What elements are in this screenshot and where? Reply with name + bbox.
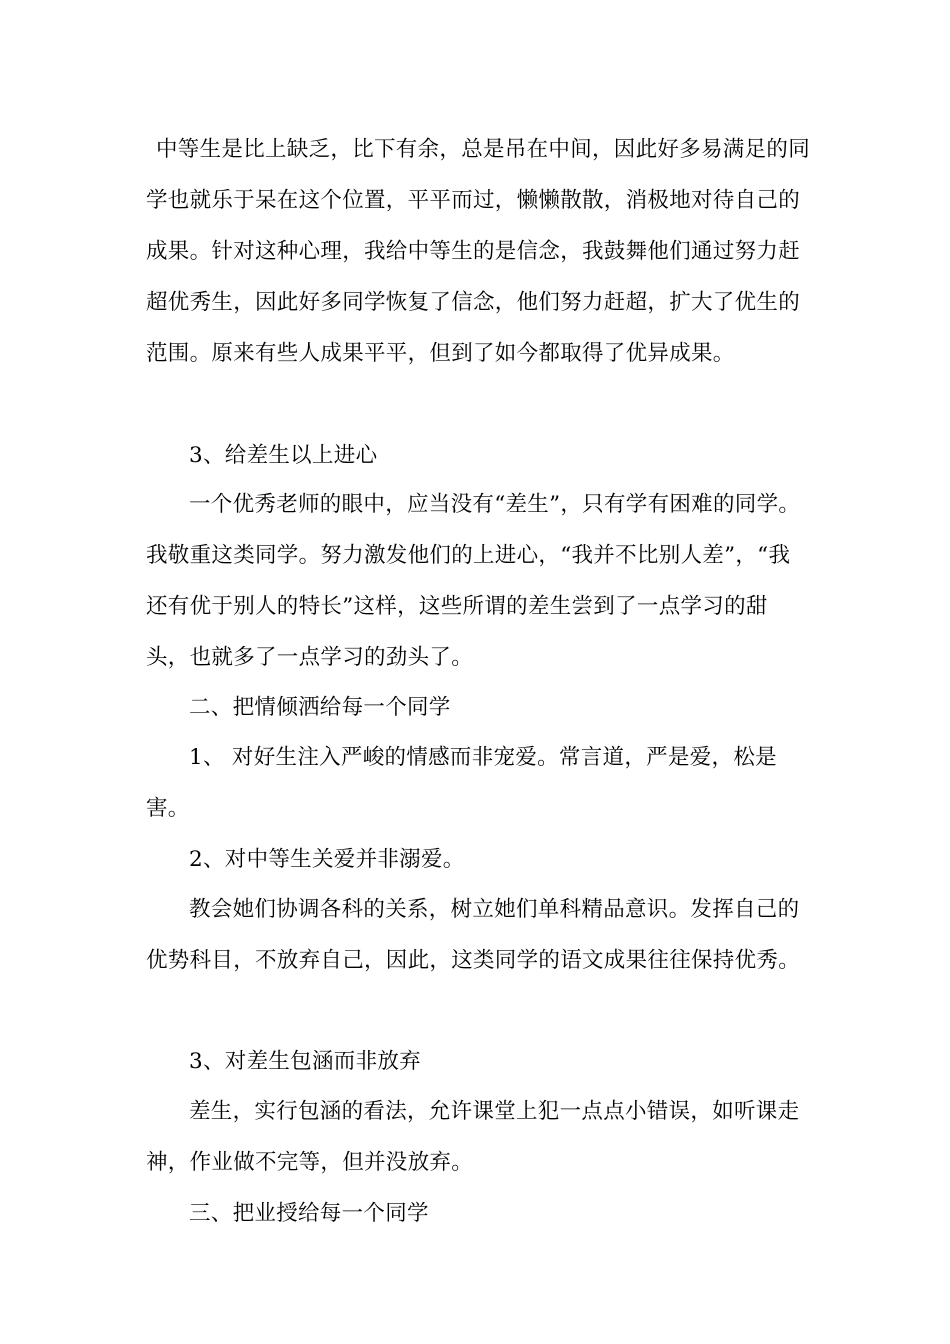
heading-give-poor-students-motivation: 3、给差生以上进心	[189, 443, 378, 468]
paragraph-middle-students: 中等生是比上缺乏，比下有余，总是吊在中间，因此好多易满足的同学也就乐于呆在这个位置，平平而过，懒懒散散，消极地对待自己的成果。针对这种心理，我给中等生的是信念，我鼓舞他们通过努力赶超优秀生，因此好多同学恢复了信念，他们努力赶超，扩大了优生的范围。原来有些人成果平平，但到了如今都取得了优异成果。	[146, 137, 811, 366]
heading-poor-students-tolerance: 3、对差生包涵而非放弃	[189, 1049, 421, 1074]
paragraph-no-poor-students: 一个优秀老师的眼中，应当没有“差生”，只有学有困难的同学。我敬重这类同学。努力激发他们的上进心，“我并不比别人差”，“我还有优于别人的特长”这样，这些所谓的差生尝到了一点学习的甜头，也就多了一点学习的劲头了。	[146, 492, 801, 670]
heading-middle-students-care: 2、对中等生关爱并非溺爱。	[189, 847, 465, 872]
heading-section-two: 二、把情倾洒给每一个同学	[189, 695, 451, 720]
paragraph-good-students: 1、 对好生注入严峻的情感而非宠爱。常言道，严是爱，松是害。	[146, 745, 777, 821]
paragraph-teach-coordination: 教会她们协调各科的关系，树立她们单科精品意识。发挥自己的优势科目，不放弃自己，因此，这类同学的语文成果往往保持优秀。	[146, 897, 801, 973]
paragraph-tolerance-attitude: 差生，实行包涵的看法，允许课堂上犯一点点小错误，如听课走神，作业做不完等，但并没放弃。	[146, 1099, 800, 1175]
heading-section-three: 三、把业授给每一个同学	[189, 1201, 429, 1226]
